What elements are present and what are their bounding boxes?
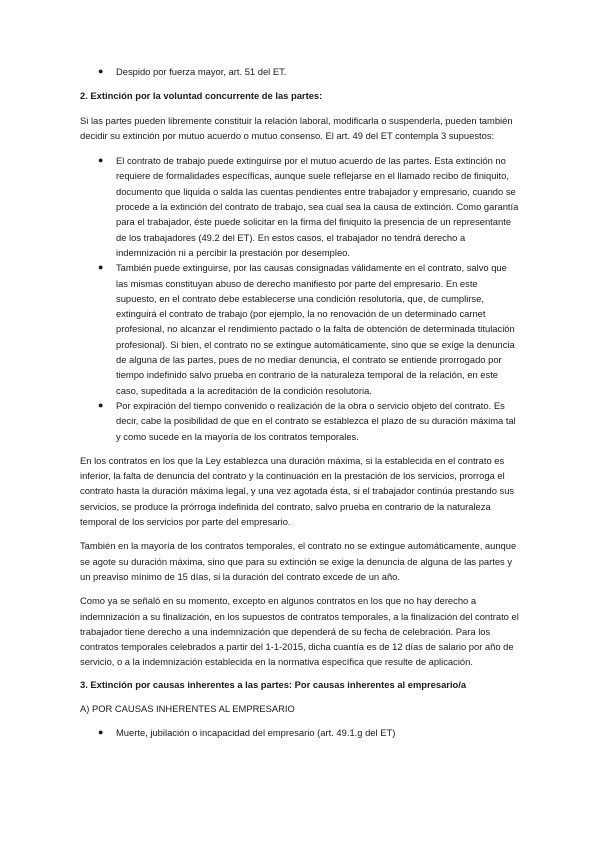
list-item bbox=[80, 260, 520, 398]
bullet-icon: ● bbox=[98, 262, 104, 273]
bullet-icon: ● bbox=[98, 155, 104, 166]
bullet-text: Despido por fuerza mayor, art. 51 del ET. bbox=[116, 66, 287, 77]
section-2-intro: Si las partes pueden libremente constituir la relación laboral, modificarla o suspenderla, pueden también decidir su extinción por mutuo acuerdo o mutuo consenso. El art. 49 del ET contempla 3 supuestos: bbox=[80, 114, 513, 141]
section-2-bullet-list bbox=[80, 153, 520, 444]
bullet-icon: ● bbox=[98, 399, 104, 410]
bullet-text: También puede extinguirse, por las causas consignadas válidamente en el contrato, salvo que las mismas constituyan abuso de derecho manifiesto por parte del empresario. En este supuesto, en el contrato debe establecerse una condición resolutoria, que, de cumplirse, extinguirá el contrato de trabajo (por ejemplo, la no renovación de un determinado carnet profesional, no alcanzar el rendimiento pactado o la falta de obtención de determinada titulación profesional). Si bien, el contrato no se extingue automáticamente, sino que se exige la denuncia de alguna de las partes, pues de no mediar denuncia, el contrato se entiende prorrogado por tiempo indefinido salvo prueba en contrario de la naturaleza temporal de la relación, en este caso, supeditada a la acreditación de la condición resolutoria. bbox=[116, 262, 515, 396]
bullet-icon: ● bbox=[98, 727, 104, 738]
section-3-subheading: A) POR CAUSAS INHERENTES AL EMPRESARIO bbox=[80, 702, 295, 714]
bullet-text: Muerte, jubilación o incapacidad del empresario (art. 49.1.g del ET) bbox=[116, 727, 396, 739]
list-item bbox=[80, 725, 520, 740]
section-2-paragraph: Como ya se señaló en su momento, excepto en algunos contratos en los que no hay derecho a indemnización a su finalización, en los supuestos de contratos temporales, a la finalización del contrato el trabajador tiene derecho a una indemnización que dependerá de su fecha de celebración. Para los contratos temporales celebrados a partir del 1-1-2015, dicha cuantía es de 12 días de salario por año de servicio, o a la indemnización establecida en la normativa específica que resulte de aplicación. bbox=[80, 595, 519, 668]
section-2-paragraph: También en la mayoría de los contratos temporales, el contrato no se extingue automáticamente, aunque se agote su duración máxima, sino que para su extinción se exige la denuncia de alguna de las partes y un preaviso mínimo de 15 días, si la duración del contrato excede de un año. bbox=[80, 540, 517, 582]
bullet-text: Por expiración del tiempo convenido o realización de la obra o servicio objeto del contrato. Es decir, cabe la posibilidad de que en el contrato se establezca el plazo de su duración máxima tal y como sucede en la mayoría de los contratos temporales. bbox=[116, 399, 516, 442]
section-3-bullet-list bbox=[80, 725, 520, 740]
list-item bbox=[80, 398, 520, 444]
list-item bbox=[80, 153, 520, 260]
bullet-text: El contrato de trabajo puede extinguirse por el mutuo acuerdo de las partes. Esta extinción no requiere de formalidades específicas, aunque suele reflejarse en el llamado recibo de finiquito, documento que liquida o salda las cuentas pendientes entre trabajador y empresario, cuando se procede a la extinción del contrato de trabajo, sea cual sea la causa de extinción. Como garantía para el trabajador, éste puede solicitar en la firma del finiquito la presencia de un representante de los trabajadores (49.2 del ET). En estos casos, el trabajador no tendrá derecho a indemnización ni a percibir la prestación por desempleo. bbox=[116, 155, 519, 258]
section-2-paragraph: En los contratos en los que la Ley establezca una duración máxima, si la establecida en el contrato es inferior, la falta de denuncia del contrato y la continuación en la prestación de los servicios, prorroga el contrato hasta la duración máxima legal, y una vez agotada ésta, si el trabajador continúa prestando sus servicios, se produce la prórroga indefinida del contrato, salvo prueba en contrario de la naturaleza temporal de los servicios por parte del empresario. bbox=[80, 454, 515, 528]
bullet-icon: ● bbox=[98, 66, 104, 76]
list-item bbox=[80, 64, 520, 79]
section-3-heading: 3. Extinción por causas inherentes a las partes: Por causas inherentes al empresario/a bbox=[80, 678, 467, 690]
intro-bullet-list bbox=[80, 64, 520, 79]
section-2-heading: 2. Extinción por la voluntad concurrente de las partes: bbox=[80, 90, 323, 102]
